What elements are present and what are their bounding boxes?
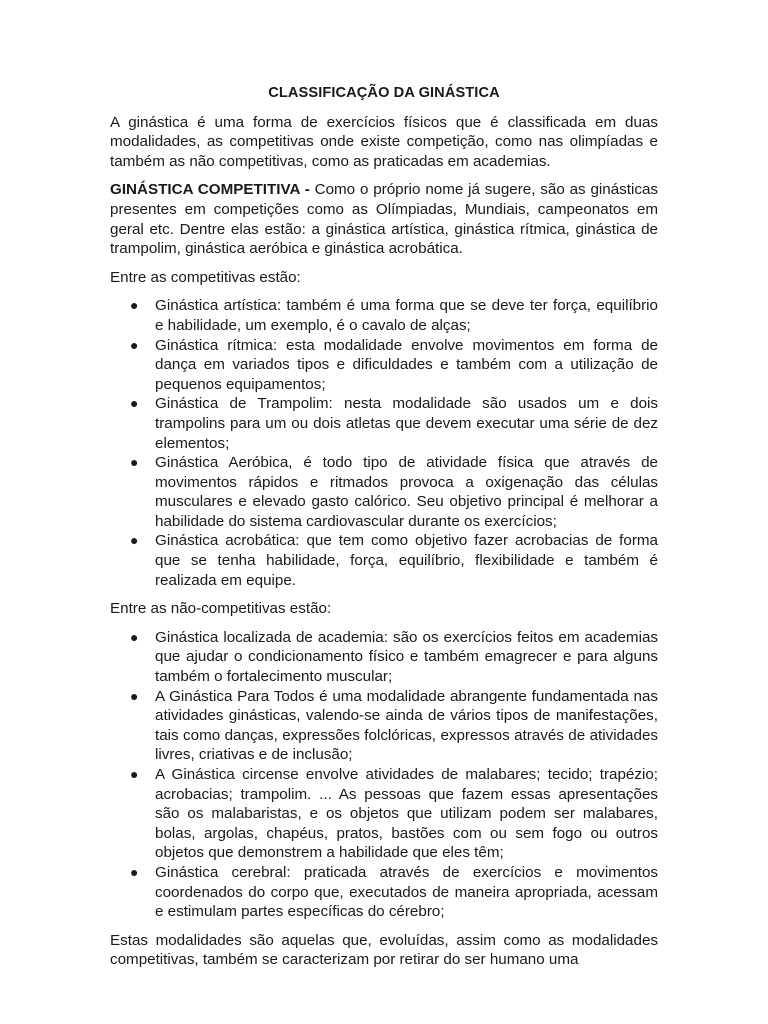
list-item-text: Ginástica de Trampolim: nesta modalidade são usados um e dois trampolins para um ou dois atletas que devem executar uma série de dez elementos; (155, 395, 658, 452)
list-item (130, 765, 658, 863)
intro-paragraph: A ginástica é uma forma de exercícios físicos que é classificada em duas modalidades, as competitivas onde existe competição, como nas olimpíadas e também as não competitivas, como as praticadas em academias. (110, 113, 658, 170)
bullet-icon: ● (130, 863, 139, 880)
competitive-list (110, 296, 658, 590)
list-item (130, 336, 658, 395)
document-title: CLASSIFICAÇÃO DA GINÁSTICA (268, 85, 500, 101)
list-item (130, 531, 658, 590)
list-item (130, 296, 658, 335)
bullet-icon: ● (130, 766, 139, 782)
bullet-icon: ● (130, 532, 139, 549)
noncompetitive-list (110, 628, 658, 922)
list-item-text: Ginástica localizada de academia: são os exercícios feitos em academias que ajudar o condicionamento físico e também emagrecer e para alguns também o fortalecimento muscular; (155, 628, 658, 686)
bullet-icon: ● (130, 628, 139, 645)
competitive-label: GINÁSTICA COMPETITIVA - (110, 181, 310, 199)
list-item-text: A Ginástica Para Todos é uma modalidade abrangente fundamentada nas atividades ginásticas, valendo-se ainda de vários tipos de manifestações, tais como danças, expressões folclóricas, expressos através de atividades livres, criativas e de inclusão; (155, 687, 658, 764)
list-item (130, 687, 658, 765)
list-item-text: Ginástica artística: também é uma forma que se deve ter força, equilíbrio e habilidade, um exemplo, é o cavalo de alças; (155, 297, 658, 334)
noncompetitive-heading: Entre as não-competitivas estão: (110, 600, 332, 618)
list-item (130, 628, 658, 687)
list-item-text: Ginástica acrobática: que tem como objetivo fazer acrobacias de forma que se tenha habilidade, força, equilíbrio, flexibilidade e também é realizada em equipe. (155, 532, 658, 589)
competitive-heading: Entre as competitivas estão: (110, 268, 301, 286)
document-page (110, 84, 658, 979)
list-item (130, 394, 658, 453)
bullet-icon: ● (130, 687, 139, 704)
bullet-icon: ● (130, 454, 139, 471)
list-item (130, 453, 658, 531)
closing-paragraph: Estas modalidades são aquelas que, evoluídas, assim como as modalidades competitivas, também se caracterizam por retirar do ser humano uma (110, 931, 658, 969)
list-item-text: A Ginástica circense envolve atividades de malabares; tecido; trapézio; acrobacias; trampolim. ... As pessoas que fazem essas apresentações são os malabaristas, e os objetos que utilizam podem ser malabares, bolas, argolas, chapéus, pratos, bastões com ou sem fogo ou outros objetos que demonstrem a habilidade que eles têm; (155, 766, 658, 862)
list-item (130, 863, 658, 922)
bullet-icon: ● (130, 395, 139, 412)
bullet-icon: ● (130, 336, 139, 353)
competitive-text: Como o próprio nome já sugere, são as ginásticas presentes em competições como as Olímpiadas, Mundiais, campeonatos em geral etc. Dentre elas estão: a ginástica artística, ginástica rítmica, ginástica de trampolim, ginástica aeróbica e ginástica acrobática. (110, 181, 658, 258)
list-item-text: Ginástica cerebral: praticada através de exercícios e movimentos coordenados do corpo que, executados de maneira apropriada, acessam e estimulam partes específicas do cérebro; (155, 863, 658, 921)
competitive-paragraph (110, 180, 658, 258)
list-item-text: Ginástica Aeróbica, é todo tipo de atividade física que através de movimentos rápidos e ritmados provoca a oxigenação das células musculares e elevado gasto calórico. Seu objetivo principal é melhorar a habilidade do sistema cardiovascular durante os exercícios; (155, 454, 658, 530)
bullet-icon: ● (130, 297, 139, 314)
list-item-text: Ginástica rítmica: esta modalidade envolve movimentos em forma de dança em variados tipos e dificuldades e também com a utilização de pequenos equipamentos; (155, 336, 658, 393)
